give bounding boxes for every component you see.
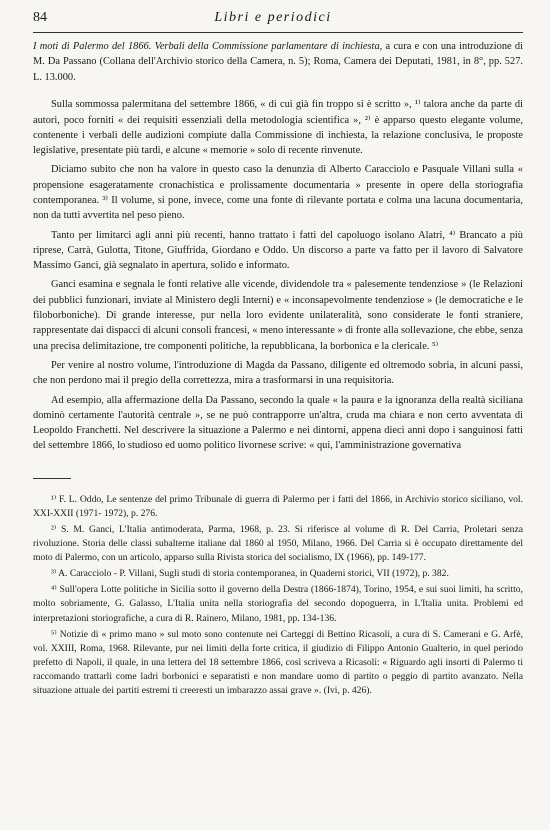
book-reference	[33, 39, 523, 85]
paragraph: Sulla sommossa palermitana del settembre 1866, « di cui già fin troppo si è scritto », ¹⁾ talora anche da parte di autori, poco forniti « dei requisiti essenziali della metodologia scientifica », ²⁾ è apparso questo elegante volume, contenente i verbali delle audizioni compiute dalla Commissione di inchiesta, la relazione conclusiva, le proposte legislative, presentate più tardi, e alcune « memorie » solo di recente rinvenute.	[33, 99, 523, 157]
paragraph: Per venire al nostro volume, l'introduzione di Magda da Passano, diligente ed oltremodo sobria, in alcuni passi, che non perdono mai il pregio della correttezza, mira a trasformarsi in una requisitoria.	[33, 359, 523, 387]
footnote: ⁵⁾ Notizie di « primo mano » sul moto sono contenute nei Carteggi di Bettino Ricasoli, a cura di S. Camerani e G. Arfè, vol. XXIII, Roma, 1968. Rilevante, pur nei limiti della forte critica, il giudizio di Filippo Antonio Gualterio, in quel periodo prefetto di Napoli, il quale, in una lettera del 18 settembre 1866, così scriveva a Ricasoli: « Riguardo agli insorti di Palermo ti raccomando trattarli come ladri borbonici e separatisti e non mandare uomo di partito o peggio di partito avanzato. Nella situazione attuale dei partiti estremi ti creeresti un imbarazzo assai grave ». (Ivi, p. 426).	[33, 628, 523, 696]
review-body	[33, 97, 523, 454]
paragraph: Tanto per limitarci agli anni più recenti, hanno trattato i fatti del capoluogo isolano Alatri, ⁴⁾ Brancato a più riprese, Carrà, Gulotta, Titone, Giuffrida, Giordano e Oddo. Un discorso a parte va fatto per il lavoro di Salvatore Massimo Ganci, già segnalato in apertura, solido e informato.	[33, 229, 523, 272]
paragraph: Ganci esamina e segnala le fonti relative alle vicende, dividendole tra « palesemente tendenziose » (le Relazioni dei pubblici funzionari, inviate al Ministero degli Interni) e « inconsapevolmente tendenziose » (le democratiche e le filoborboniche). Di grande interesse, pur nella loro evidente unilateralità, sono considerate le fonti straniere, rappresentate dai dispacci di alcuni consoli francesi, « meno interessante » di fronte alla sollevazione, che ebbe, senza una precisa delimitazione, tre componenti politiche, la repubblicana, la borbonica e la clericale. ⁵⁾	[33, 279, 523, 352]
running-title: Libri e periodici	[214, 10, 332, 25]
book-title: I moti di Palermo del 1866. Verbali della Commissione parlamentare di inchiesta,	[33, 41, 383, 52]
footnote: ¹⁾ F. L. Oddo, Le sentenze del primo Tribunale di guerra di Palermo per i fatti del 1866, in Archivio storico siciliano, vol. XXI-XXII (1971- 1972), p. 276.	[33, 493, 523, 519]
footnote: ⁴⁾ Sull'opera Lotte politiche in Sicilia sotto il governo della Destra (1866-1874), Torino, 1954, e sui suoi limiti, ha scritto, molto sobriamente, G. Galasso, L'Italia unita nella storiografia del secondo dopoguerra, in L'Italia unita. Problemi ed interpretazioni storiografiche, a cura di R. Rainero, Milano, 1981, pp. 134-136.	[33, 584, 523, 624]
footnotes	[33, 493, 523, 698]
paragraph: Ad esempio, alla affermazione della Da Passano, secondo la quale « la paura e la ignoranza della realtà siciliana dominò certamente l'autorità centrale », se ne può contrapporre un'altra, cruda ma chiara e non certo avventata di Leopoldo Franchetti. Nel descrivere la situazione a Palermo e nei dintorni, appena dieci anni dopo i sanguinosi fatti del settembre 1866, lo studioso ed uomo politico livornese scrive: « qui, l'amministrazione governativa	[33, 394, 523, 452]
page-number: 84	[33, 10, 47, 25]
footnote: ³⁾ A. Caracciolo - P. Villani, Sugli studi di storia contemporanea, in Quaderni storici, VII (1972), p. 382.	[51, 568, 449, 580]
footnote-separator	[33, 478, 71, 479]
footnote: ²⁾ S. M. Ganci, L'Italia antimoderata, Parma, 1968, p. 23. Si riferisce al volume di R. Del Carria, Proletari senza rivoluzione. Storia delle classi subalterne italiane dal 1860 al 1950, Milano, 1966. Del Carria si è occupato direttamente del moto di Palermo, con un articolo, apparso sulla Rivista storica del socialismo, IX (1966), pp. 149-177.	[33, 523, 523, 564]
book-details: a cura e con una introduzione di M. Da Passano (Collana dell'Archivio storico della Camera, n. 5); Roma, Camera dei Deputati, 1981, in 8°, pp. 527. L. 13.000.	[33, 41, 524, 83]
running-header	[33, 10, 523, 33]
paragraph: Diciamo subito che non ha valore in questo caso la denunzia di Alberto Caracciolo e Pasquale Villani sulla « propensione esageratamente cronachistica e prolissamente documentaria » presente in opere della storiografia contemporanea. ³⁾ Il volume, si pone, invece, come una fonte di rilevante portata e colma una lacuna documentaria, non da tutti avvertita nel peso pieno.	[33, 164, 523, 222]
